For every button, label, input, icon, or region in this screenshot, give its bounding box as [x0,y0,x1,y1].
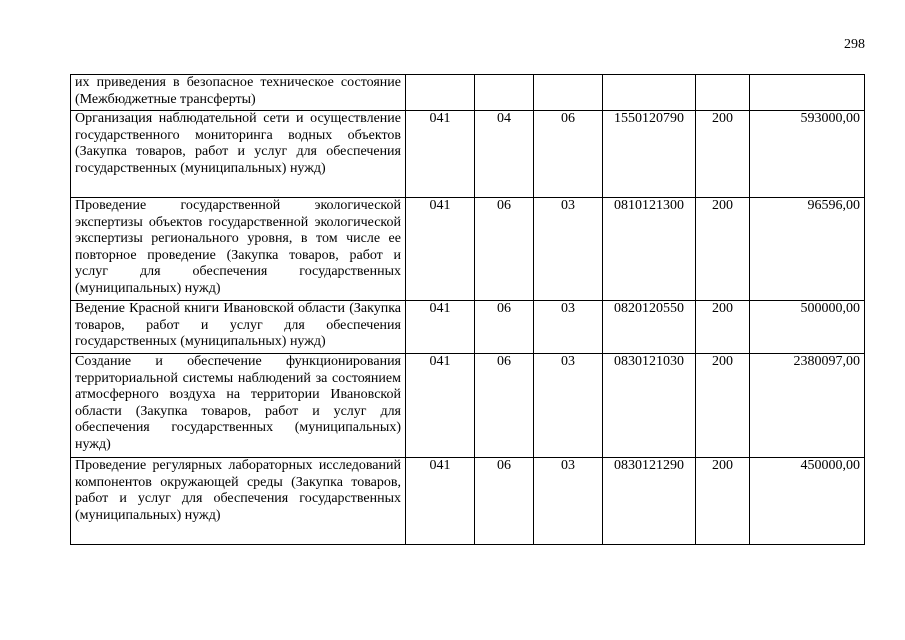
table-row [71,198,865,301]
amount: 2380097,00 [750,354,865,458]
table-row [71,354,865,458]
ministry-code: 041 [406,301,475,354]
table-row [71,301,865,354]
row-description: Ведение Красной книги Ивановской области (Закупка товаров, работ и услуг для обеспечения государственных (муниципальных) нужд) [71,301,406,354]
table-row [71,111,865,198]
section-code: 06 [475,198,534,301]
section-code [475,75,534,111]
budget-table [70,74,865,545]
target-article-code: 0830121290 [603,458,696,545]
table-row [71,75,865,111]
row-description: Организация наблюдательной сети и осуществление государственного мониторинга водных объектов (Закупка товаров, работ и услуг для обеспечения государственных (муниципальных) нужд) [71,111,406,198]
row-description: Проведение регулярных лабораторных исследований компонентов окружающей среды (Закупка товаров, работ и услуг для обеспечения государственных (муниципальных) нужд) [71,458,406,545]
target-article-code [603,75,696,111]
ministry-code: 041 [406,354,475,458]
ministry-code: 041 [406,198,475,301]
subsection-code: 03 [534,198,603,301]
ministry-code: 041 [406,458,475,545]
expense-type-code: 200 [696,354,750,458]
expense-type-code: 200 [696,111,750,198]
target-article-code: 0820120550 [603,301,696,354]
section-code: 06 [475,354,534,458]
subsection-code [534,75,603,111]
target-article-code: 0830121030 [603,354,696,458]
expense-type-code: 200 [696,458,750,545]
amount: 450000,00 [750,458,865,545]
row-description: их приведения в безопасное техническое состояние (Межбюджетные трансферты) [71,75,406,111]
ministry-code [406,75,475,111]
section-code: 06 [475,458,534,545]
subsection-code: 03 [534,301,603,354]
amount: 593000,00 [750,111,865,198]
ministry-code: 041 [406,111,475,198]
target-article-code: 1550120790 [603,111,696,198]
amount: 500000,00 [750,301,865,354]
amount: 96596,00 [750,198,865,301]
row-description: Проведение государственной экологической экспертизы объектов государственной экологической экспертизы регионального уровня, в том числе ее повторное проведение (Закупка товаров, работ и услуг для обеспечения государственных (муниципальных) нужд) [71,198,406,301]
section-code: 06 [475,301,534,354]
row-description: Создание и обеспечение функционирования территориальной системы наблюдений за состоянием атмосферного воздуха на территории Ивановской области (Закупка товаров, работ и услуг для обеспечения государственных (муниципальных) нужд) [71,354,406,458]
target-article-code: 0810121300 [603,198,696,301]
amount [750,75,865,111]
table-row [71,458,865,545]
subsection-code: 03 [534,354,603,458]
subsection-code: 03 [534,458,603,545]
expense-type-code [696,75,750,111]
section-code: 04 [475,111,534,198]
subsection-code: 06 [534,111,603,198]
page-number: 298 [844,37,865,52]
expense-type-code: 200 [696,301,750,354]
expense-type-code: 200 [696,198,750,301]
